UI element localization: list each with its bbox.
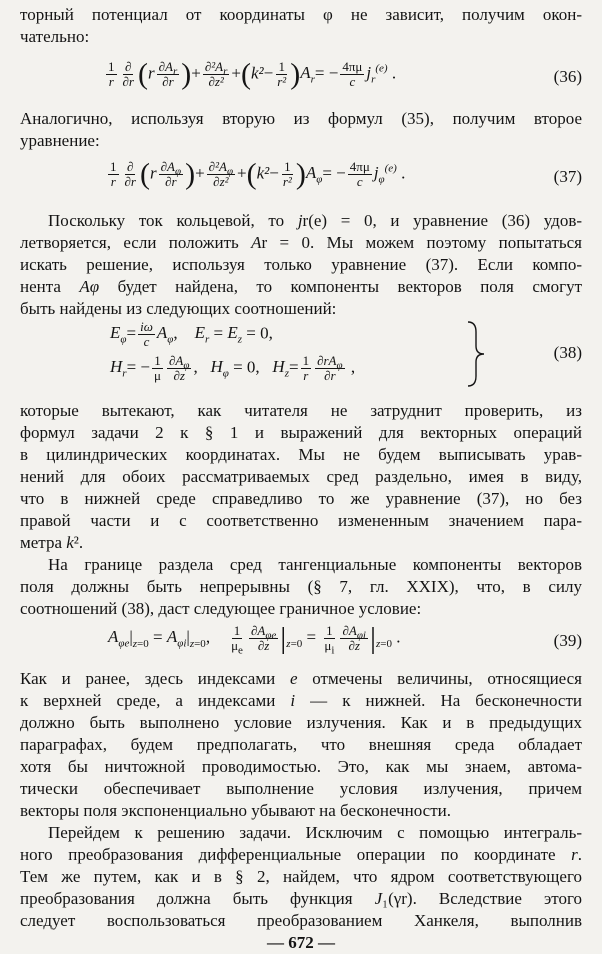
text-line-intro: торный потенциал от координаты φ не зависит, получим окон- xyxy=(20,5,582,24)
equation-39 xyxy=(0,618,602,664)
equation-37-body: $\frac{1}{r}$ $\frac{\partial}{\partial r}$ (r $\frac{\partial A_\varphi}{\partial r}$ )+ $\frac{\partial^2A_\varphi}{\text{∂z²}}$ +(k²− $\frac{1}{\text{r²}}$ )$A_\varphi=$ − $\frac{4\pi\mu}{c}$ $j_\varphi^{(e)}$ . xyxy=(110,157,406,191)
text-line-follow-5: что в нижней среде справедливо то же уравнение (37), но без xyxy=(20,489,582,508)
text-line-ring-2: летворяется, если положить Ar = 0. Мы можем поэтому попытаться xyxy=(20,233,583,252)
text-line-solution-3: Тем же путем, как и в § 2, найдем, что ядром соответствующего xyxy=(20,867,582,886)
text-line-before-2: к верхней среде, а индексами i — к нижней. На бесконечности xyxy=(20,691,583,710)
equation-36-number: (36) xyxy=(553,67,582,86)
text-line-ring-3: искать решение, используя только уравнение (37). Если компо- xyxy=(20,255,582,274)
text-line-follow-6: правой части и с соответственно измененным значением пара- xyxy=(20,511,582,530)
page-number: — 672 — xyxy=(267,933,335,952)
text-line-analog-1: Аналогично, используя вторую из формул (35), получим второе xyxy=(20,109,582,128)
equation-36-body: $\frac{1}{r}$ $\frac{\partial}{\partial r}$ (r $\frac{\partial A_r}{\partial r}$ )+ $\frac{\partial^2A_r}{\text{∂z²}}$ +(k²− $\frac{1}{\text{r²}}$ )$A_r=$ − $\frac{4\pi\mu}{c}$ $j_r^{(e)}$ . xyxy=(108,57,397,91)
text-line-before-3: должно быть выполнено условие излучения. Как и в предыдущих xyxy=(20,713,582,732)
text-line-follow-2: формул задачи 2 к § 1 и выражений для векторных операций xyxy=(20,423,582,442)
text-line-before-5: хотя бы ничтожной проводимостью. Это, как мы знаем, автома- xyxy=(20,757,582,776)
text-line-solution-2: ного преобразования дифференциальные операции по координате r. xyxy=(20,845,583,864)
text-line-boundary-1: На границе раздела сред тангенциальные компоненты векторов xyxy=(48,555,582,574)
text-line-before-4: параграфах, будем предполагать, что внешняя среда обладает xyxy=(20,735,582,754)
text-line-solution-4: преобразования должна быть функция J₁(γr). Вследствие этого xyxy=(20,889,582,908)
equation-38 xyxy=(0,318,602,390)
equation-39-number: (39) xyxy=(553,631,582,650)
text-line-ring-4: нента Aφ будет найдена, то компоненты векторов поля смогут xyxy=(20,277,583,296)
text-line-ring-5: быть найдены из следующих соотношений: xyxy=(20,299,337,318)
equation-38-number: (38) xyxy=(553,343,582,362)
equation-38-row-2: $H_r=$ − $\frac{1}{\mu}$ $\frac{\partial A_\varphi}{\partial z}$ , $H_\varphi = 0$, $H_z=$ $\frac{1}{r}$ $\frac{\partial rA_\varphi}{\partial r}$ , xyxy=(110,353,356,383)
text-line-before-7: векторы поля экспоненциально убывают на бесконечности. xyxy=(20,801,451,820)
equation-39-body: $A_{\varphi e}|_{z=0} = A_{\varphi i}|_{z=0}$, $\frac{1}{\mu_e}$ $\frac{\partial A_{\varphi e}}{\partial z}$ $|_{z=0}$ = $\frac{1}{\mu_i}$ $\frac{\partial A_{\varphi i}}{\partial z}$ $|_{z=0}$ . xyxy=(108,621,401,657)
text-line-solution-5: следует воспользоваться преобразованием Ханкеля, выполнив xyxy=(20,911,582,930)
text-line-follow-7: метра k². xyxy=(20,533,84,552)
equation-38-row-1: $E_\varphi=$ $\frac{i\omega}{c}$ $A_\varphi$, $E_r = E_z = 0$, xyxy=(110,319,273,349)
text-line-analog-2: уравнение: xyxy=(20,131,100,150)
equation-36 xyxy=(0,54,602,94)
text-line-solution-1: Перейдем к решению задачи. Исключим с помощью интеграль- xyxy=(48,823,582,842)
text-line-boundary-2: поля должны быть непрерывны (§ 7, гл. XXIX), что, в силу xyxy=(20,577,582,596)
text-line-follow-3: в цилиндрических координатах. Мы не будем выписывать урав- xyxy=(20,445,582,464)
text-line-before-6: тически обеспечивает выполнение условия излучения, причем xyxy=(20,779,582,798)
text-line-before-1: Как и ранее, здесь индексами e отмечены величины, относящиеся xyxy=(20,669,583,688)
text-line-intro-2: чательно: xyxy=(20,27,90,46)
text-line-ring-1: Поскольку ток кольцевой, то jr(e) = 0, и уравнение (36) удов- xyxy=(48,211,583,230)
equation-37-number: (37) xyxy=(553,167,582,186)
equation-38-brace xyxy=(0,318,602,390)
equation-37 xyxy=(0,154,602,194)
text-line-follow-1: которые вытекают, как читателя не затруднит проверить, из xyxy=(20,401,582,420)
text-line-follow-4: нений для обоих рассматриваемых сред раздельно, имея в виду, xyxy=(20,467,582,486)
text-line-boundary-3: соотношений (38), даст следующее граничное условие: xyxy=(20,599,422,618)
